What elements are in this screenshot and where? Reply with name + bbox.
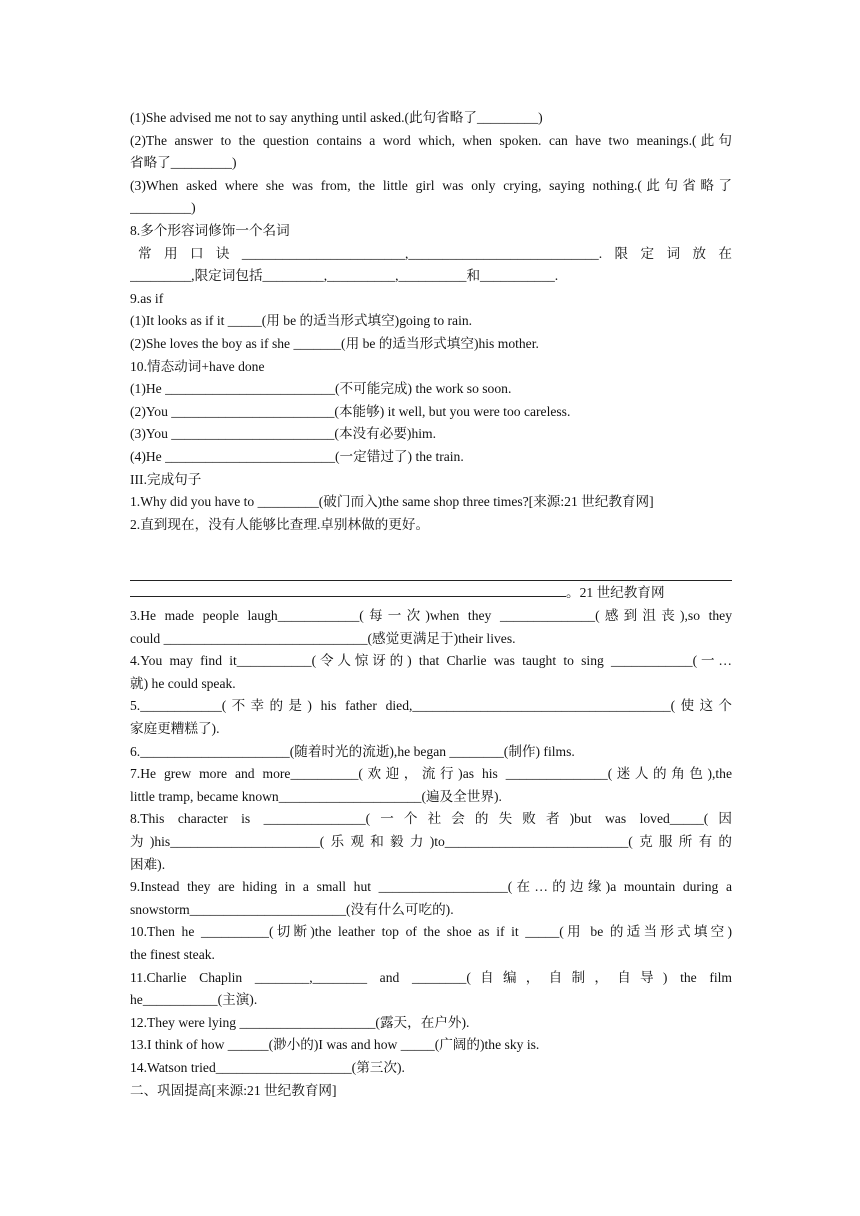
document-body xyxy=(130,107,732,1102)
text-line: 12.They were lying ____________________(露天，在户外). xyxy=(130,1014,470,1030)
text-line: (4)He _________________________(一定错过了) the train. xyxy=(130,448,464,464)
text-line: 6.______________________(随着时光的流逝),he began ________(制作) films. xyxy=(130,743,575,759)
text-line: 省略了_________) xyxy=(130,155,237,171)
text-line: 9.Instead they are hiding in a small hut ___________________(在…的边缘)a mountain during a xyxy=(130,879,732,895)
text-line: 13.I think of how ______(渺小的)I was and how _____(广阔的)the sky is. xyxy=(130,1037,540,1053)
section-heading: 10.情态动词+have done xyxy=(130,358,265,374)
section-heading: 8.多个形容词修饰一个名词 xyxy=(130,222,290,238)
text-line: 为)his______________________(乐观和毅力)to___________________________(克服所有的 xyxy=(130,834,732,849)
text-line: the finest steak. xyxy=(130,946,215,962)
text-line: 常用口诀________________________,____________________________.限定词放在 xyxy=(138,245,732,261)
source-note: 。21 世纪教育网 xyxy=(566,585,665,601)
text-line: (2)You ________________________(本能够) it well, but you were too careless. xyxy=(130,403,571,419)
text-line: 14.Watson tried____________________(第三次). xyxy=(130,1059,405,1075)
text-line: _________,限定词包括_________,__________,__________和___________. xyxy=(130,268,559,284)
text-line: (3)You ________________________(本没有必要)him. xyxy=(130,426,436,442)
text-line: (3)When asked where she was from, the little girl was only crying, saying nothing.(此句省略了 xyxy=(130,177,732,193)
text-line: 5.____________(不幸的是) his father died,______________________________________(使这个 xyxy=(130,698,732,714)
answer-rule xyxy=(130,559,732,582)
text-line: (2)The answer to the question contains a word which, when spoken. can have two meanings.(此句 xyxy=(130,132,732,148)
section-heading: III.完成句子 xyxy=(130,471,202,487)
blank-space xyxy=(130,536,732,559)
section-heading: 9.as if xyxy=(130,290,164,306)
text-line: 就) he could speak. xyxy=(130,675,236,691)
text-line xyxy=(130,581,732,605)
text-line: 1.Why did you have to _________(破门而入)the same shop three times?[来源:21 世纪教育网] xyxy=(130,494,654,510)
text-line: he___________(主演). xyxy=(130,992,258,1008)
text-line: little tramp, became known_____________________(遍及全世界). xyxy=(130,788,502,804)
section-heading: 二、巩固提高[来源:21 世纪教育网] xyxy=(130,1082,337,1098)
text-line: 2.直到现在，没有人能够比查理.卓别林做的更好。 xyxy=(130,516,430,532)
text-line: 10.Then he __________(切断)the leather top of the shoe as if it _____(用 be 的适当形式填空) xyxy=(130,924,732,940)
text-line: (1)She advised me not to say anything until asked.(此句省略了_________) xyxy=(130,110,543,125)
text-line: 困难). xyxy=(130,856,166,872)
text-line: (1)It looks as if it _____(用 be 的适当形式填空)going to rain. xyxy=(130,313,473,329)
text-line: 11.Charlie Chaplin ________,________ and ________(自编，自制，自导) the film xyxy=(130,969,732,985)
text-line: 3.He made people laugh____________(每一次)when they ______________(感到沮丧),so they xyxy=(130,608,732,624)
text-line: (1)He _________________________(不可能完成) the work so soon. xyxy=(130,381,512,397)
text-line: could ______________________________(感觉更满足于)their lives. xyxy=(130,630,516,646)
text-line: 7.He grew more and more__________(欢迎，流行)as his _______________(迷人的角色),the xyxy=(130,766,732,782)
text-line: (2)She loves the boy as if she _______(用 be 的适当形式填空)his mother. xyxy=(130,335,539,351)
text-line: 家庭更糟糕了). xyxy=(130,721,220,737)
text-line: 4.You may find it___________(令人惊讶的) that Charlie was taught to sing ____________(一… xyxy=(130,653,732,669)
text-line: 8.This character is _______________(一个社会的失败者)but was loved_____(因 xyxy=(130,811,732,827)
text-line: _________) xyxy=(130,200,196,216)
answer-rule xyxy=(130,581,566,597)
text-line: snowstorm_______________________(没有什么可吃的). xyxy=(130,901,454,917)
